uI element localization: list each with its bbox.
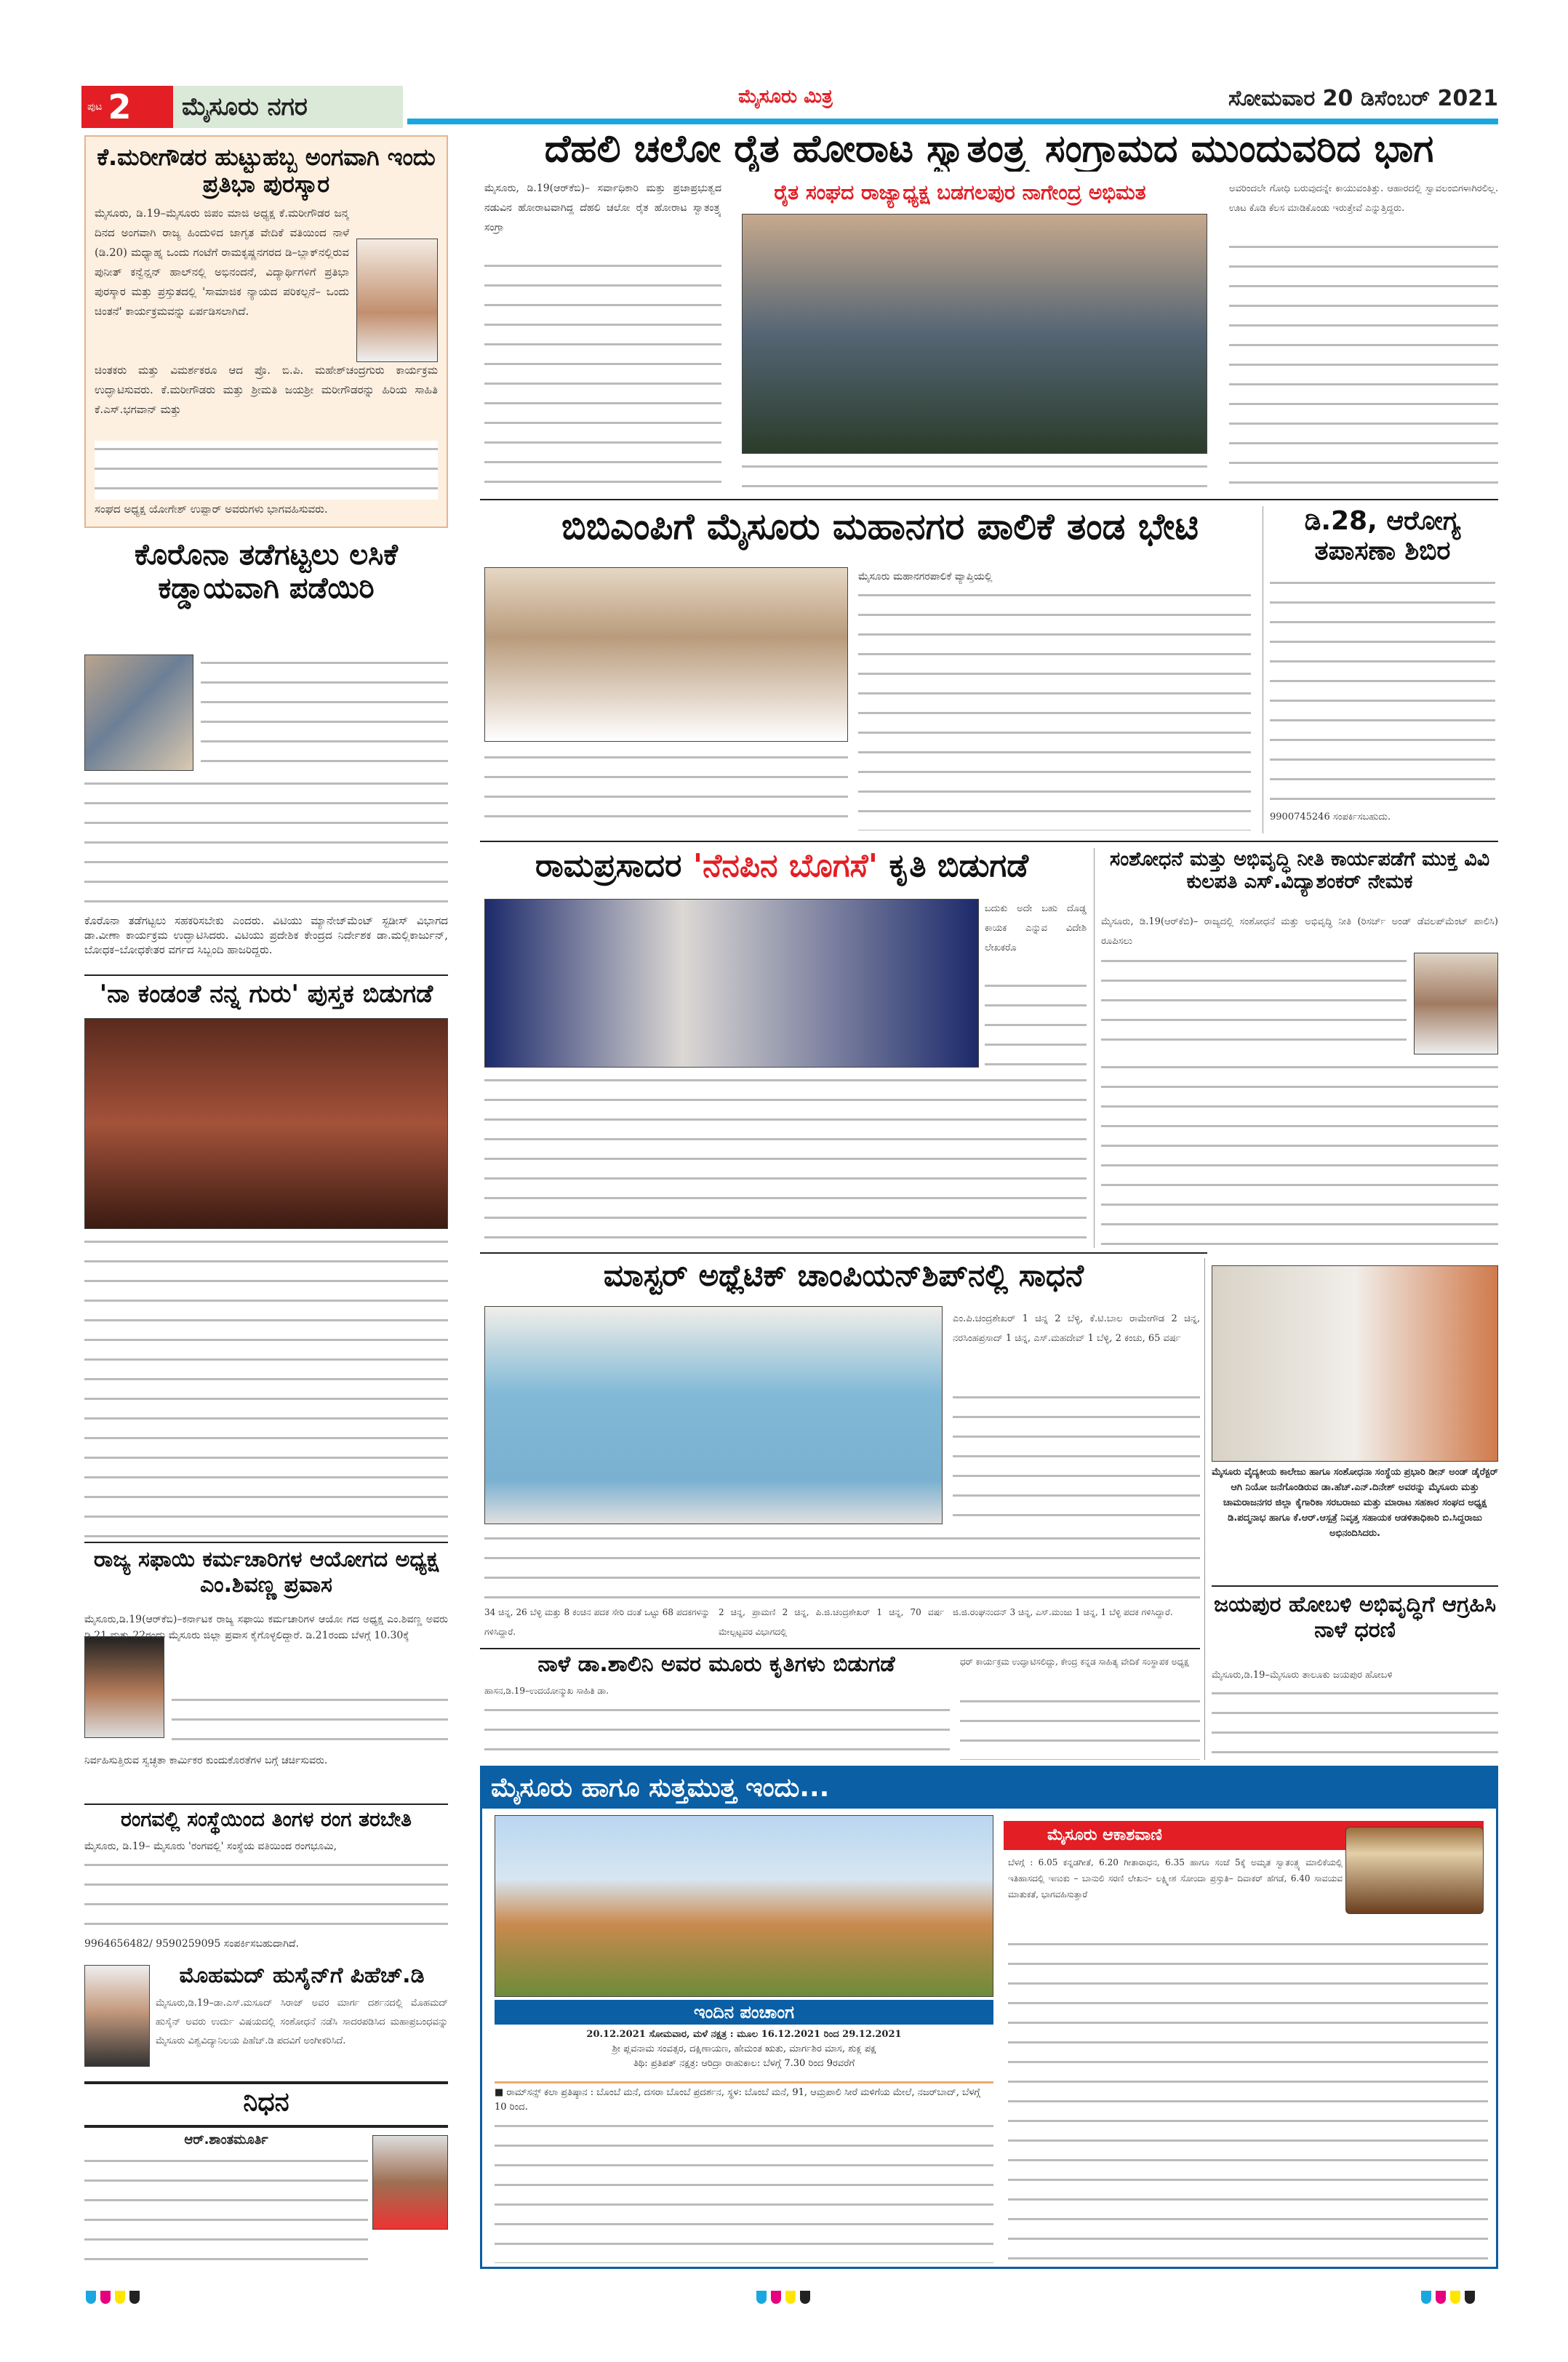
research-headline: ಸಂಶೋಧನೆ ಮತ್ತು ಅಭಿವೃದ್ಧಿ ನೀತಿ ಕಾರ್ಯಪಡೆಗೆ ಮುಕ್ತ ವಿವಿ ಕುಲಪತಿ ಎಸ್.ವಿದ್ಯಾಶಂಕರ್ ನೇಮಕ: [1109, 848, 1490, 894]
vaccination-photo: [84, 654, 193, 771]
registration-marks-center: [756, 2291, 815, 2307]
athletic-bottom-2: 2 ಚಿನ್ನ, ಪ್ರಾಮಣಿ 2 ಚಿನ್ನ, ಪಿ.ಜಿ.ಚಂದ್ರಶೇಖರ್ 1 ಚಿನ್ನ, 70 ವರ್ಷ ಮೇಲ್ಪಟ್ಟವರ ವಿಭಾಗದಲ್ಲಿ: [719, 1607, 944, 1637]
obituary-name: ಆರ್.ಶಾಂತಮೂರ್ತಿ: [184, 2132, 268, 2147]
birthday-article: [84, 135, 448, 528]
jayapura-headline: ಜಯಪುರ ಹೋಬಳಿ ಅಭಿವೃದ್ಧಿಗೆ ಆಗ್ರಹಿಸಿ ನಾಳೆ ಧರಣಿ: [1213, 1592, 1497, 1643]
lead-text: ಮೈಸೂರು, ಡಿ.19–ಮೈಸೂರು ಜಿಪಂ ಮಾಜಿ ಅಧ್ಯಕ್ಷ ಕೆ.ಮರೀಗೌಡರ ಜನ್ಮ ದಿನದ ಅಂಗವಾಗಿ ರಾಜ್ಯ ಹಿಂದುಳಿದ ಜಾಗೃತ ವೇದಿಕೆ ವತಿಯಿಂದ ನಾಳೆ (ಡಿ.20) ಮಧ್ಯಾಹ್ನ ಒಂದು ಗಂಟೆಗೆ ರಾಮಕೃಷ್ಣನಗರದ ಡಿ–ಬ್ಲಾಕ್‌ನಲ್ಲಿರುವ ಪುನೀತ್ ಕನ್ವೆನ್ಷನ್ ಹಾಲ್‌ನಲ್ಲಿ ಅಭಿನಂದನೆ, ವಿದ್ಯಾರ್ಥಿಗಳಿಗೆ ಪ್ರತಿಭಾ ಪುರಸ್ಕಾರ ಮತ್ತು ಪ್ರಸ್ತುತದಲ್ಲಿ 'ಸಾಮಾಜಿಕ ನ್ಯಾಯದ ಪರಿಕಲ್ಪನೆ– ಒಂದು ಚಿಂತನೆ' ಕಾರ್ಯಕ್ರಮವನ್ನು ಏರ್ಪಡಿಸಲಾಗಿದೆ.: [95, 206, 349, 318]
divider: [84, 2081, 448, 2084]
shalini-body: [484, 1702, 950, 1760]
athletic-bottom-cols: [484, 1530, 1200, 1603]
divider: [84, 974, 448, 976]
events-more: [495, 2118, 993, 2263]
rangavalli-headline: ರಂಗವಲ್ಲಿ ಸಂಸ್ಥೆಯಿಂದ ತಿಂಗಳ ರಂಗ ತರಬೇತಿ: [121, 1807, 412, 1831]
farmers-lead: ಮೈಸೂರು, ಡಿ.19(ಆರ್‌ಕೆಬಿ)– ಸರ್ವಾಧಿಕಾರಿ ಮತ್ತು ಪ್ರಜಾಪ್ರಭುತ್ವದ ನಡುವಿನ ಹೋರಾಟವಾಗಿದ್ದ ದೆಹಲಿ ಚಲೋ ರೈತ ಹೋರಾಟ ಸ್ವಾತಂತ್ರ್ಯ ಸಂಗ್ರಾ: [484, 183, 721, 233]
safai-headline: ರಾಜ್ಯ ಸಫಾಯಿ ಕರ್ಮಚಾರಿಗಳ ಆಯೋಗದ ಅಧ್ಯಕ್ಷ ಎಂ.ಶಿವಣ್ಣ ಪ್ರವಾಸ: [93, 1547, 439, 1598]
radio-icon: [1345, 1827, 1484, 1914]
obituary-body: [84, 2153, 368, 2262]
headline-part: ಕೃತಿ ಬಿಡುಗಡೆ: [878, 847, 1029, 884]
masthead-rule: [407, 119, 1498, 124]
shalini-col3: ಧರ್ ಕಾರ್ಯಕ್ರಮ ಉದ್ಘಾಟಿಸಲಿದ್ದು, ಕೇಂದ್ರ ಕನ್ನಡ ಸಾಹಿತ್ಯ ವೇದಿಕೆ ಸಂಸ್ಥಾಪಕ ಅಧ್ಯಕ್ಷ: [960, 1657, 1189, 1667]
palace-photo: [495, 1815, 993, 1997]
farmers-subhead: ರೈತ ಸಂಘದ ರಾಜ್ಯಾಧ್ಯಕ್ಷ ಬಡಗಲಪುರ ನಾಗೇಂದ್ರ ಅಭಿಮತ: [774, 180, 1146, 204]
panchanga-line: ತಿಥಿ: ಪ್ರತಿಪತ್ ನಕ್ಷತ್ರ: ಆರಿದ್ರಾ ರಾಹುಕಾಲ: ಬೆಳಗ್ಗೆ 7.30 ರಿಂದ 9ರವರೆಗೆ: [633, 2058, 855, 2069]
jayapura-lead: ಮೈಸೂರು,ಡಿ.19–ಮೈಸೂರು ತಾಲೂಕು ಜಯಪುರ ಹೋಬಳಿ: [1212, 1670, 1393, 1681]
health-phone: 9900745246 ಸಂಪರ್ಕಿಸಬಹುದು.: [1270, 812, 1391, 822]
radio-title: ಮೈಸೂರು ಆಕಾಶವಾಣಿ: [1004, 1821, 1484, 1850]
corona-closing: ಕೊರೊನಾ ತಡೆಗಟ್ಟಲು ಸಹಕರಿಸಬೇಕು ಎಂದರು. ವಿಟಿಯು ಮ್ಯಾನೇಜ್‌ಮೆಂಟ್ ಸ್ಟಡೀಸ್ ವಿಭಾಗದ ಡಾ.ವೀಣಾ ಕಾರ್ಯಕ್ರಮ ಉದ್ಘಾಟಿಸಿದರು. ವಿಟಿಯು ಪ್ರದೇಶಿಕ ಕೇಂದ್ರದ ನಿರ್ದೇಶಕ ಡಾ.ಮಲ್ಲಿಕಾರ್ಜುನ್, ಬೋಧಕ–ಬೋಧಕೇತರ ವರ್ಗದ ಸಿಬ್ಬಂದಿ ಹಾಜರಿದ್ದರು.: [84, 914, 448, 956]
paper-logo: ಮೈಸೂರು ಮಿತ್ರ: [738, 86, 833, 108]
safai-lead: ಮೈಸೂರು,ಡಿ.19(ಆರ್‌ಕೆಬಿ)–ಕರ್ನಾಟಕ ರಾಜ್ಯ ಸಫಾಯಿ ಕರ್ಮಚಾರಿಗಳ ಆಯೋ ಗದ ಅಧ್ಯಕ್ಷ ಎಂ.ಶಿವಣ್ಣ ಅವರು ಡಿ.21 ಮತ್ತು 22ರಂದು ಮೈಸೂರು ಜಿಲ್ಲಾ ಪ್ರವಾಸ ಕೈಗೊಳ್ಳಲಿದ್ದಾರೆ. ಡಿ.21ರಂದು ಬೆಳಗ್ಗೆ 10.30ಕ್ಕೆ: [84, 1614, 448, 1641]
guru-headline: 'ನಾ ಕಂಡಂತೆ ನನ್ನ ಗುರು' ಪುಸ್ತಕ ಬಿಡುಗಡೆ: [99, 980, 433, 1009]
person-photo: [356, 239, 438, 362]
health-body: [1270, 575, 1495, 807]
athletic-bottom-1: 34 ಚಿನ್ನ, 26 ಬೆಳ್ಳಿ ಮತ್ತು 8 ಕಂಚಿನ ಪದಕ ಸೇರಿ ದಂತೆ ಒಟ್ಟು 68 ಪದಕಗಳನ್ನು ಗಳಿಸಿದ್ದಾರೆ.: [484, 1607, 710, 1637]
body-text: ಚಿಂತಕರು ಮತ್ತು ವಿಮರ್ಶಕರೂ ಆದ ಪ್ರೊ. ಬಿ.ಪಿ. ಮಹೇಶ್‌ಚಂದ್ರಗುರು ಕಾರ್ಯಕ್ರಮ ಉದ್ಘಾಟಿಸುವರು. ಕೆ.ಮರೀಗೌಡರು ಮತ್ತು ಶ್ರೀಮತಿ ಜಯಶ್ರೀ ಮರೀಗೌಡರನ್ನು ಹಿರಿಯ ಸಾಹಿತಿ ಕೆ.ಎಸ್.ಭಗವಾನ್ ಮತ್ತು: [95, 363, 438, 416]
dean-photo: [1212, 1265, 1498, 1462]
divider: [84, 1803, 448, 1805]
research-body: [1101, 953, 1407, 1054]
ramaprasad-body: [484, 1072, 1087, 1246]
bbmp-lead: ಮೈಸೂರು ಮಹಾನಗರಪಾಲಿಕೆ ವ್ಯಾಪ್ತಿಯಲ್ಲಿ: [858, 571, 993, 583]
divider: [1204, 1258, 1205, 1760]
page-number: 2: [108, 87, 132, 127]
athletic-bottom-3: ಜಿ.ಜಿ.ರಂಘನಂದನ್ 3 ಚಿನ್ನ, ಎಸ್.ಮಂಜು 1 ಚಿನ್ನ, 1 ಬೆಳ್ಳಿ ಪದಕ ಗಳಿಸಿದ್ದಾರೆ.: [953, 1607, 1173, 1617]
orange-rule: [495, 2081, 993, 2083]
book-title: 'ನೆನಪಿನ ಬೊಗಸೆ': [692, 847, 879, 884]
research-body-full: [1101, 1059, 1498, 1246]
phd-headline: ಮೊಹಮದ್ ಹುಸೈನ್‌ಗೆ ಪಿಹೆಚ್.ಡಿ: [179, 1963, 425, 1988]
headline-part: ರಾಮಪ್ರಸಾದರ: [535, 847, 693, 884]
divider: [84, 1542, 448, 1543]
rangavalli-body: [84, 1857, 448, 1937]
body-text-continued: [95, 441, 438, 500]
radio-schedule: [1008, 1936, 1488, 2263]
headline: ಕೆ.ಮರೀಗೌಡರ ಹುಟ್ಟುಹಬ್ಬ ಅಂಗವಾಗಿ ಇಂದು ಪ್ರತಿಭಾ ಪುರಸ್ಕಾರ: [97, 143, 436, 198]
farmers-photo: [742, 214, 1207, 454]
bbmp-body: [858, 587, 1251, 830]
panchanga-lines: [495, 2027, 993, 2071]
panchanga-title: ಇಂದಿನ ಪಂಚಾಂಗ: [495, 2000, 993, 2025]
registration-marks-left: [86, 2291, 144, 2307]
bbmp-caption: [484, 749, 848, 829]
book-release-photo: [84, 1018, 448, 1229]
event-item: ■ ರಾಮ್‌ಸನ್ಸ್ ಕಲಾ ಪ್ರತಿಷ್ಠಾನ : ಬೊಂಬೆ ಮನೆ, ದಸರಾ ಬೊಂಬೆ ಪ್ರದರ್ಶನ, ಸ್ಥಳ: ಬೊಂಬೆ ಮನೆ, 91, ಆಮ್ರಪಾಲಿ ಸೀರೆ ಮಳಿಗೆಯ ಮೇಲೆ, ನಜರ್‌ಬಾದ್, ಬೆಳಗ್ಗೆ 10 ರಿಂದ.: [495, 2087, 980, 2113]
page-number-badge: [81, 86, 173, 128]
health-headline: ಡಿ.28, ಆರೋಗ್ಯ ತಪಾಸಣಾ ಶಿಬಿರ: [1304, 506, 1461, 567]
athletic-col2-more: [953, 1389, 1200, 1527]
safai-body: [172, 1692, 448, 1750]
athletic-col2: ಎಂ.ಪಿ.ಚಂದ್ರಶೇಖರ್ 1 ಚಿನ್ನ 2 ಬೆಳ್ಳಿ, ಕೆ.ಟಿ.ಬಾಲ ರಾಮೇಗೌಡ 2 ಚಿನ್ನ, ನರಸಿಂಹಪ್ರಸಾದ್ 1 ಚಿನ್ನ, ಎಸ್.ಮಹದೇವ್ 1 ಬೆಳ್ಳಿ, 2 ಕಂಚು, 65 ವರ್ಷ: [953, 1313, 1200, 1344]
athletes-photo: [484, 1306, 943, 1524]
registration-marks-right: [1421, 2291, 1479, 2307]
research-lead: ಮೈಸೂರು, ಡಿ.19(ಆರ್‌ಕೆಬಿ)– ರಾಜ್ಯದಲ್ಲಿ ಸಂಶೋಧನೆ ಮತ್ತು ಅಭಿವೃದ್ಧಿ ನೀತಿ (ರಿಸರ್ಚ್ ಅಂಡ್ ಡೆವಲಪ್‌ಮೆಂಟ್ ಪಾಲಿಸಿ) ರೂಪಿಸಲು: [1101, 916, 1498, 947]
farmers-headline: ದೆಹಲಿ ಚಲೋ ರೈತ ಹೋರಾಟ ಸ್ವಾತಂತ್ರ್ಯ ಸಂಗ್ರಾಮದ ಮುಂದುವರಿದ ಭಾಗ: [544, 128, 1434, 171]
obituary-photo: [372, 2135, 448, 2230]
shalini-lead: ಹಾಸನ,ಡಿ.19–ಉದಯೋನ್ಮುಖ ಸಾಹಿತಿ ಡಾ.: [484, 1686, 609, 1696]
closing-text: ಸಂಘದ ಅಧ್ಯಕ್ಷ ಯೋಗೇಶ್ ಉಪ್ಪಾರ್ ಅವರುಗಳು ಭಾಗವಹಿಸುವರು.: [95, 502, 328, 516]
page-label: ಪುಟ: [87, 101, 103, 113]
ramaprasad-headline: [480, 848, 1084, 885]
safai-closing: ನಿರ್ವಹಿಸುತ್ತಿರುವ ಸ್ವಚ್ಛತಾ ಕಾರ್ಮಿಕರ ಕುಂದುಕೊರತೆಗಳ ಬಗ್ಗೆ ಚರ್ಚಿಸುವರು.: [84, 1755, 328, 1766]
corona-body: [201, 654, 448, 771]
rangavalli-lead: ಮೈಸೂರು, ಡಿ.19– ಮೈಸೂರು 'ರಂಗವಲ್ಲಿ' ಸಂಸ್ಥೆಯ ವತಿಯಿಂದ ರಂಗಭೂಮಿ,: [84, 1841, 337, 1852]
obituary-heading: ನಿಧನ: [243, 2087, 289, 2117]
today-banner: ಮೈಸೂರು ಹಾಗೂ ಸುತ್ತಮುತ್ತ ಇಂದು...: [482, 1768, 1496, 1809]
farmers-right: ಅವರಿಂದಲೇ ಗೋಧಿ ಬರುವುದನ್ನೇ ಕಾಯುವಂತಿತ್ತು. ಆಹಾರದಲ್ಲಿ ಸ್ವಾವಲಂಬಿಗಳಾಗಿರಲಿಲ್ಲ. ಊಟ ಕೊಡಿ ಕೆಲಸ ಮಾಡಿಕೊಂಡು ಇರುತ್ತೇವೆ ಎನ್ನುತ್ತಿದ್ದರು.: [1229, 183, 1498, 214]
dean-caption: ಮೈಸೂರು ವೈದ್ಯಕೀಯ ಕಾಲೇಜು ಹಾಗೂ ಸಂಶೋಧನಾ ಸಂಸ್ಥೆಯ ಪ್ರಭಾರಿ ಡೀನ್ ಅಂಡ್ ಡೈರೆಕ್ಟರ್ ಆಗಿ ನಿಯೋ ಜನೆಗೊಂಡಿರುವ ಡಾ.ಹೆಚ್.ಎನ್.ದಿನೇಶ್ ಅವರನ್ನು ಮೈಸೂರು ಮತ್ತು ಚಾಮರಾಜನಗರ ಜಿಲ್ಲಾ ಕೈಗಾರಿಕಾ ಸರಬರಾಜು ಮತ್ತು ಮಾರಾಟ ಸಹಕಾರ ಸಂಘದ ಅಧ್ಯಕ್ಷ ಡಿ.ಪದ್ಮನಾಭ ಹಾಗೂ ಕೆ.ಆರ್.ಆಸ್ಪತ್ರೆ ನಿವೃತ್ತ ಸಹಾಯಕ ಆಡಳಿತಾಧಿಕಾರಿ ಬಿ.ಸಿದ್ದರಾಜು ಅಭಿನಂದಿಸಿದರು.: [1212, 1467, 1498, 1539]
bbmp-headline: ಬಿಬಿಎಂಪಿಗೆ ಮೈಸೂರು ಮಹಾನಗರ ಪಾಲಿಕೆ ತಂಡ ಭೇಟಿ: [561, 505, 1199, 548]
jayapura-body: [1212, 1685, 1498, 1758]
corona-body-full: [84, 775, 448, 913]
divider: [480, 841, 1498, 842]
ramaprasad-photo: [484, 899, 979, 1068]
divider: [480, 1648, 1200, 1649]
divider: [84, 2125, 448, 2128]
bbmp-photo: [484, 567, 848, 742]
athletic-headline: ಮಾಸ್ಟರ್ ಅಥ್ಲೆಟಿಕ್ ಚಾಂಪಿಯನ್‌ಶಿಪ್‌ನಲ್ಲಿ ಸಾಧನೆ: [603, 1257, 1084, 1293]
radio-text: ಬೆಳಗ್ಗೆ : 6.05 ಕನ್ನಡಗೀತೆ, 6.20 ಗೀತಾರಾಧನ, 6.35 ಹಾಗೂ ಸಂಜೆ 5ಕ್ಕೆ ಅಮೃತ ಸ್ವಾತಂತ್ರ್ಯ ಮಾಲಿಕೆಯಲ್ಲಿ ಇತಿಹಾಸದಲ್ಲಿ ಇಣುಕು – ಬಾನುಲಿ ಸರಣಿ ಲೇಖನ– ಲಕ್ಷ್ಮೀಶ ಸೋಂದಾ ಪ್ರಸ್ತುತಿ– ದಿವಾಕರ್ ಹೆಗಡೆ, 6.40 ಸಾವಯವ ಮಾತುಕತೆ, ಭಾಗವಹಿಸುತ್ತಾರೆ: [1008, 1857, 1343, 1899]
panchanga-line: ಶ್ರೀ ಪ್ಲವನಾಮ ಸಂವತ್ಸರ, ದಕ್ಷಿಣಾಯಣ, ಹೇಮಂತ ಋತು, ಮಾರ್ಗಶಿರ ಮಾಸ, ಶುಕ್ಲ ಪಕ್ಷ: [612, 2043, 876, 2054]
divider: [1212, 1585, 1498, 1587]
divider: [480, 1252, 1207, 1254]
farmers-col4: [1229, 239, 1498, 493]
guru-body: [84, 1233, 448, 1539]
rangavalli-phone: 9964656482/ 9590259095 ಸಂಪರ್ಕಿಸಬಹುದಾಗಿದೆ.: [84, 1938, 299, 1950]
hussain-photo: [84, 1965, 150, 2067]
phd-body: ಮೈಸೂರು,ಡಿ.19–ಡಾ.ಎಸ್.ಮಸೂದ್ ಸಿರಾಜ್ ಅವರ ಮಾರ್ಗ ದರ್ಶನದಲ್ಲಿ ಮೊಹಮದ್ ಹುಸೈನ್ ಅವರು ಉರ್ದು ವಿಷಯದಲ್ಲಿ ಸಂಶೋಧನೆ ನಡೆಸಿ ಸಾದರಪಡಿಸಿದ ಮಹಾಪ್ರಬಂಧವನ್ನು ಮೈಸೂರು ವಿಶ್ವವಿದ್ಯಾನಿಲಯ ಪಿಹೆಚ್.ಡಿ ಪದವಿಗೆ ಅಂಗೀಕರಿಸಿದೆ.: [156, 1998, 448, 2046]
section-title: ಮೈಸೂರು ನಗರ: [173, 86, 403, 128]
shalini-headline: ನಾಳೆ ಡಾ.ಶಾಲಿನಿ ಅವರ ಮೂರು ಕೃತಿಗಳು ಬಿಡುಗಡೆ: [537, 1652, 895, 1677]
farmers-col1: [484, 257, 721, 490]
farmers-caption-cols: [742, 458, 1207, 495]
divider: [1094, 848, 1095, 1248]
divider: [480, 499, 1498, 500]
vidyashankar-photo: [1414, 953, 1498, 1054]
corona-headline: ಕೊರೊನಾ ತಡೆಗಟ್ಟಲು ಲಸಿಕೆ ಕಡ್ಡಾಯವಾಗಿ ಪಡೆಯಿರಿ: [135, 538, 398, 605]
panchanga-line: 20.12.2021 ಸೋಮವಾರ, ಮಳೆ ನಕ್ಷತ್ರ : ಮೂಲ 16.12.2021 ರಿಂದ 29.12.2021: [586, 2029, 902, 2040]
ramaprasad-side-more: [985, 977, 1087, 1068]
issue-date: ಸೋಮವಾರ 20 ಡಿಸೆಂಬರ್ 2021: [1228, 86, 1498, 111]
ramaprasad-side: ಬದುಕು ಅದೇ ಬಹು ದೊಡ್ಡ ಕಾಯಕ ಎನ್ನುವ ವಿದೇಶಿ ಲೇಖಕರೊ: [985, 903, 1087, 953]
shalini-col3-more: [960, 1693, 1200, 1760]
